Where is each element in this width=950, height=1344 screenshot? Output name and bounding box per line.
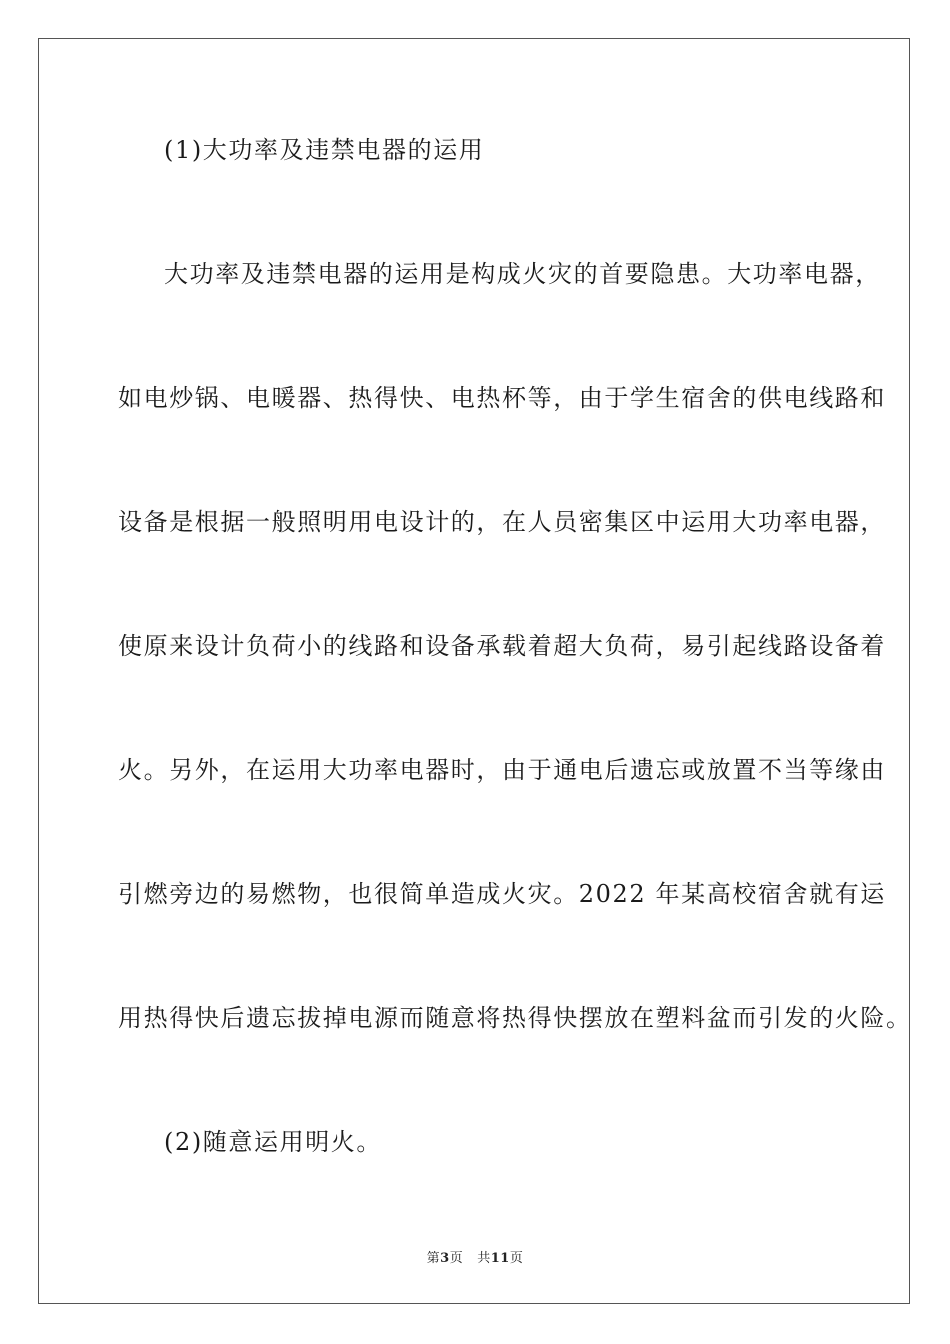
page-number: 3 [440,1251,450,1266]
section-heading-1: (1)大功率及违禁电器的运用 [164,136,485,164]
total-suffix: 页 [509,1251,524,1266]
page-prefix: 第 [426,1251,441,1266]
total-pages: 11 [490,1251,510,1266]
page-footer [0,1247,950,1266]
paragraph-line: 引燃旁边的易燃物，也很简单造成火灾。2022 年某高校宿舍就有运 [118,880,886,908]
paragraph-line: 设备是根据一般照明用电设计的，在人员密集区中运用大功率电器， [118,508,886,536]
total-prefix: 共 [477,1251,491,1266]
paragraph-line: 使原来设计负荷小的线路和设备承载着超大负荷，易引起线路设备着 [118,632,886,660]
page-border [38,38,910,1304]
section-heading-2: (2)随意运用明火。 [164,1128,382,1156]
paragraph-line: 火。另外，在运用大功率电器时，由于通电后遗忘或放置不当等缘由 [118,756,886,784]
paragraph-line: 如电炒锅、电暖器、热得快、电热杯等，由于学生宿舍的供电线路和 [118,384,886,412]
paragraph-line: 用热得快后遗忘拔掉电源而随意将热得快摆放在塑料盆而引发的火险。 [118,1004,912,1032]
paragraph-line: 大功率及违禁电器的运用是构成火灾的首要隐患。大功率电器， [164,260,881,288]
page-suffix: 页 [449,1251,464,1266]
